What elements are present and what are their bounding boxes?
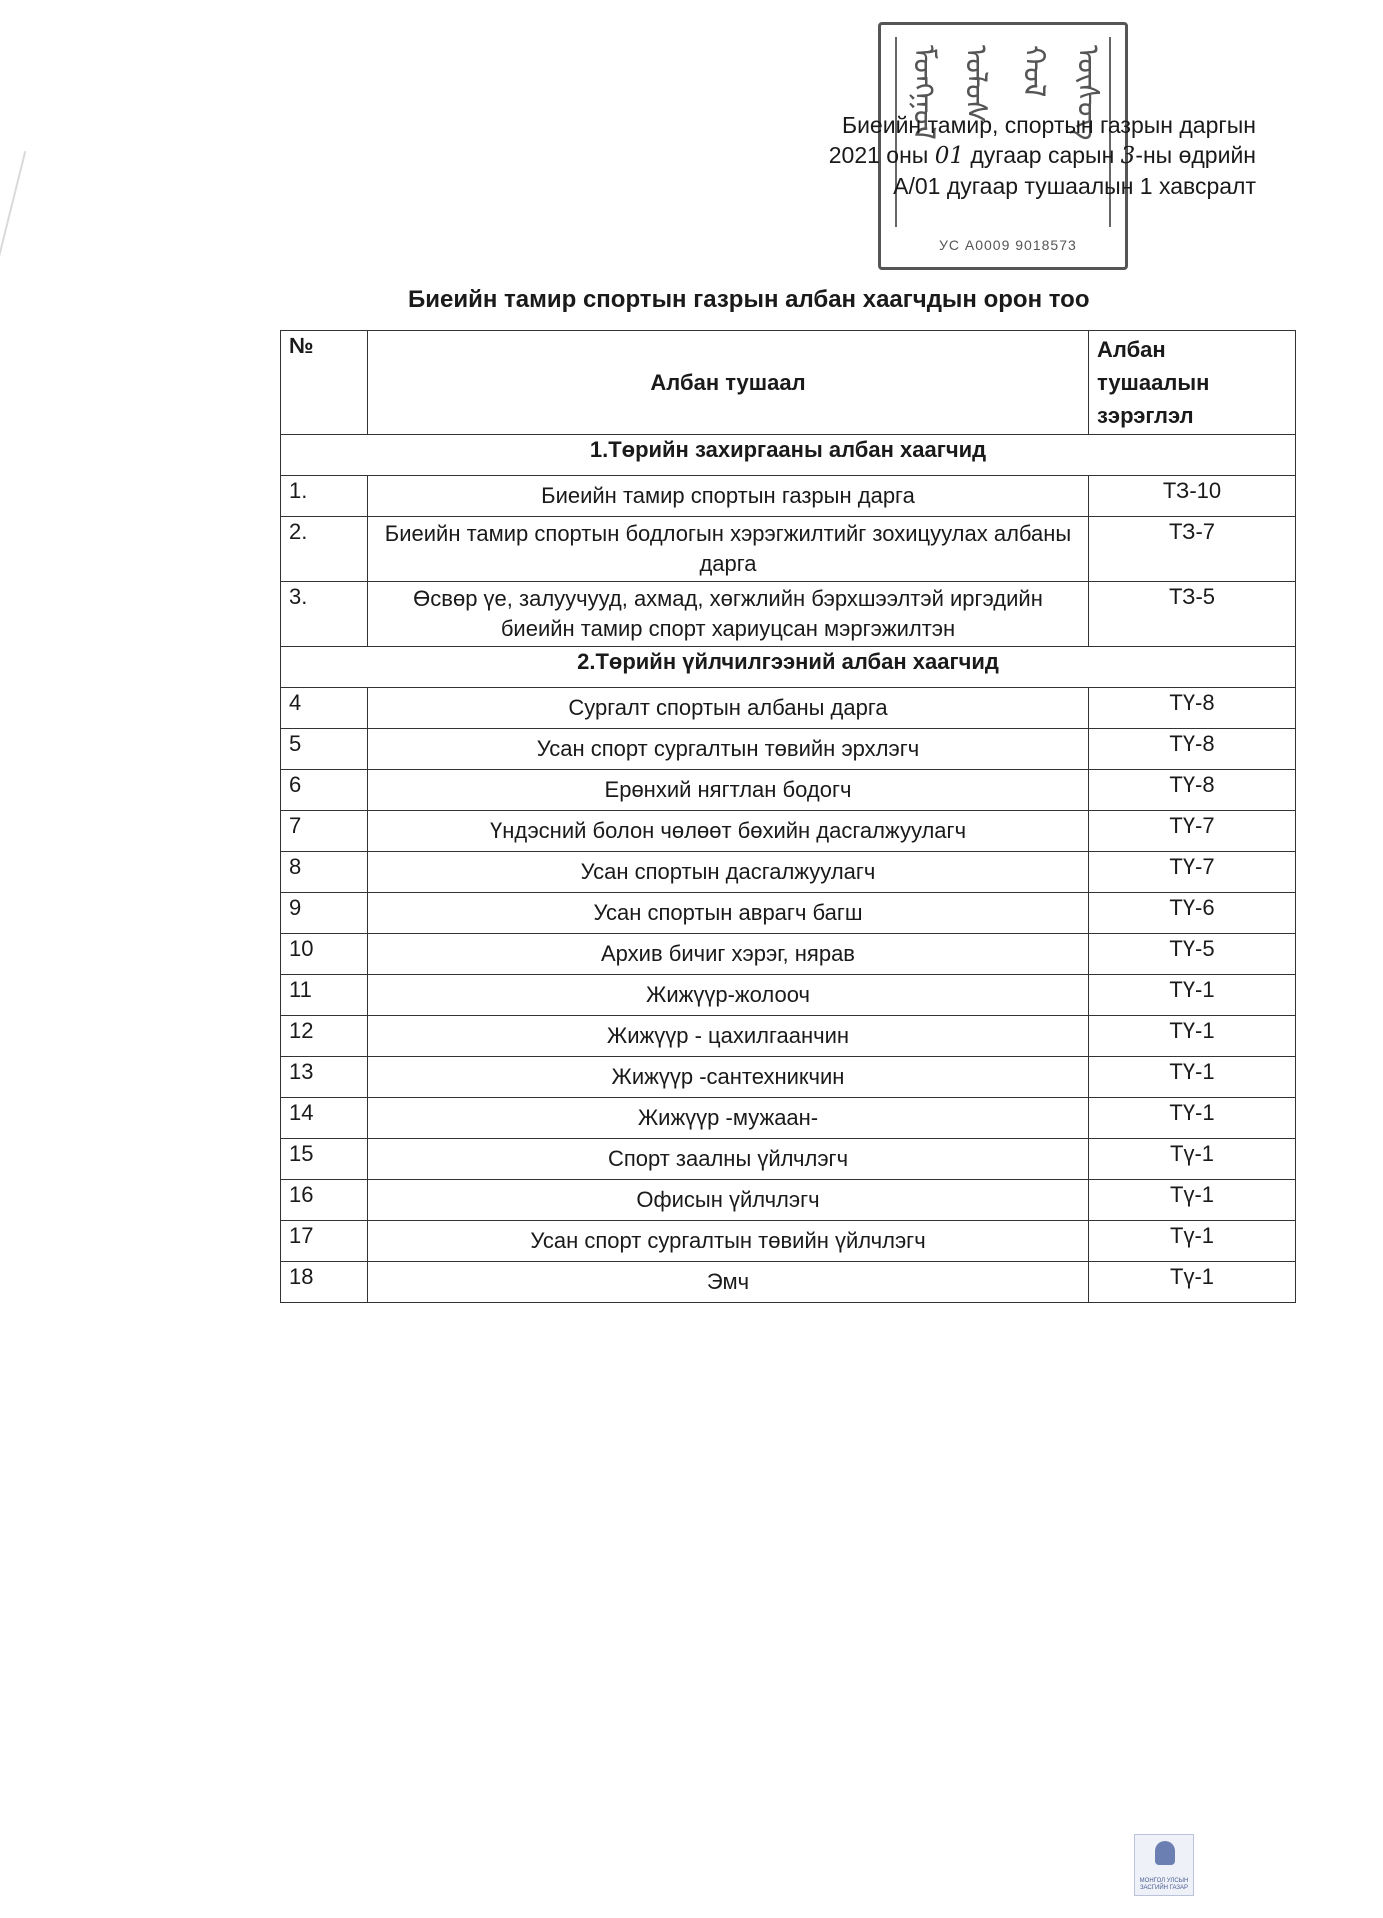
row-position: Жижүүр -мужаан- [368, 1098, 1089, 1139]
row-number: 15 [281, 1139, 368, 1180]
logo-caption-line-1: МОНГОЛ УЛСЫН [1139, 1878, 1189, 1884]
appendix-line-1: Биеийн тамир, спортын газрын даргын [841, 112, 1256, 138]
row-position: Усан спорт сургалтын төвийн эрхлэгч [368, 729, 1089, 770]
row-number: 9 [281, 893, 368, 934]
handwritten-day: 01 [934, 143, 964, 169]
row-number: 12 [281, 1016, 368, 1057]
header-grade-line-2: тушаалын [1097, 370, 1210, 395]
row-position: Сургалт спортын албаны дарга [368, 688, 1089, 729]
row-position: Офисын үйлчлэгч [368, 1180, 1089, 1221]
header-position: Албан тушаал [368, 331, 1089, 435]
row-grade: ТҮ-8 [1089, 770, 1296, 811]
row-position: Усан спорт сургалтын төвийн үйлчлэгч [368, 1221, 1089, 1262]
row-grade: ТҮ-7 [1089, 852, 1296, 893]
section-civil-service [281, 647, 1296, 688]
row-position: Эмч [368, 1262, 1089, 1303]
section-civil-administration [281, 435, 1296, 476]
header-grade [1089, 331, 1296, 435]
logo-caption [1135, 1878, 1193, 1892]
row-position: Жижүүр - цахилгаанчин [368, 1016, 1089, 1057]
table-row [281, 688, 1296, 729]
logo-caption-line-2: ЗАСГИЙН ГАЗАР [1139, 1885, 1189, 1891]
table-row [281, 1262, 1296, 1303]
row-grade: ТҮ-1 [1089, 1057, 1296, 1098]
row-number: 4 [281, 688, 368, 729]
row-grade: ТҮ-1 [1089, 1098, 1296, 1139]
row-number: 3. [281, 582, 368, 647]
row-position: Биеийн тамир спортын газрын дарга [368, 476, 1089, 517]
table-row [281, 852, 1296, 893]
row-number: 13 [281, 1057, 368, 1098]
row-position: Жижүүр-жолооч [368, 975, 1089, 1016]
table-row [281, 811, 1296, 852]
soyombo-emblem-icon [1155, 1841, 1175, 1865]
stamp-script-column-3: ᠬᠤᠯ [1016, 45, 1051, 98]
appendix-month-label: дугаар сарын [964, 142, 1121, 168]
stamp-script-column-4: ᠦᠰᠦᠭ [1070, 45, 1105, 141]
row-grade: ТҮ-7 [1089, 811, 1296, 852]
row-number: 17 [281, 1221, 368, 1262]
row-grade: ТЗ-10 [1089, 476, 1296, 517]
row-number: 1. [281, 476, 368, 517]
section-civil-administration-label: 1.Төрийн захиргааны албан хаагчид [281, 435, 1296, 476]
table-row [281, 582, 1296, 647]
row-number: 16 [281, 1180, 368, 1221]
table-row [281, 1057, 1296, 1098]
row-grade: Тү-1 [1089, 1139, 1296, 1180]
row-position: Усан спортын аврагч багш [368, 893, 1089, 934]
section-civil-service-label: 2.Төрийн үйлчилгээний албан хаагчид [281, 647, 1296, 688]
row-grade: ТЗ-5 [1089, 582, 1296, 647]
table-row [281, 1016, 1296, 1057]
row-number: 7 [281, 811, 368, 852]
table-row [281, 1098, 1296, 1139]
header-grade-line-3: зэрэглэл [1097, 403, 1194, 428]
handwritten-month: 3 [1120, 143, 1136, 169]
table-row [281, 517, 1296, 582]
stamp-serial: УС А0009 9018573 [939, 237, 1077, 253]
appendix-reference [829, 110, 1256, 201]
row-grade: ТҮ-1 [1089, 975, 1296, 1016]
row-grade: ТЗ-7 [1089, 517, 1296, 582]
table-row [281, 729, 1296, 770]
row-grade: Тү-1 [1089, 1221, 1296, 1262]
staff-table [280, 330, 1296, 1303]
row-number: 2. [281, 517, 368, 582]
appendix-year: 2021 оны [828, 142, 935, 168]
scan-edge-mark [0, 151, 34, 299]
government-logo [1134, 1834, 1194, 1896]
row-position: Үндэсний болон чөлөөт бөхийн дасгалжуулагч [368, 811, 1089, 852]
row-position: Усан спортын дасгалжуулагч [368, 852, 1089, 893]
row-number: 18 [281, 1262, 368, 1303]
row-number: 6 [281, 770, 368, 811]
stamp-script-column-1: ᠮᠣᠩᠭᠣᠯ [906, 45, 941, 140]
row-position: Спорт заалны үйлчлэгч [368, 1139, 1089, 1180]
row-grade: ТҮ-8 [1089, 729, 1296, 770]
row-number: 14 [281, 1098, 368, 1139]
row-number: 8 [281, 852, 368, 893]
table-row [281, 934, 1296, 975]
row-grade: ТҮ-5 [1089, 934, 1296, 975]
table-row [281, 1139, 1296, 1180]
stamp-script-column-2: ᠤᠯᠤᠰ [958, 45, 993, 124]
table-row [281, 1221, 1296, 1262]
header-grade-line-1: Албан [1097, 337, 1166, 362]
staff-table-body [281, 435, 1296, 1303]
row-number: 10 [281, 934, 368, 975]
table-row [281, 893, 1296, 934]
row-position: Жижүүр -сантехникчин [368, 1057, 1089, 1098]
row-grade: Тү-1 [1089, 1180, 1296, 1221]
table-row [281, 975, 1296, 1016]
document-title: Биеийн тамир спортын газрын албан хаагчдын орон тоо [408, 286, 1090, 313]
row-grade: ТҮ-1 [1089, 1016, 1296, 1057]
row-position: Архив бичиг хэрэг, нярав [368, 934, 1089, 975]
row-position: Биеийн тамир спортын бодлогын хэрэгжилтийг зохицуулах албаны дарга [368, 517, 1089, 582]
row-grade: Тү-1 [1089, 1262, 1296, 1303]
table-row [281, 1180, 1296, 1221]
row-position: Ерөнхий нягтлан бодогч [368, 770, 1089, 811]
row-grade: ТҮ-6 [1089, 893, 1296, 934]
table-row [281, 476, 1296, 517]
table-header-row [281, 331, 1296, 435]
appendix-line-2 [829, 140, 1256, 171]
row-number: 5 [281, 729, 368, 770]
row-number: 11 [281, 975, 368, 1016]
appendix-date-suffix: -ны өдрийн [1135, 142, 1256, 168]
appendix-line-3: А/01 дугаар тушаалын 1 хавсралт [893, 173, 1256, 199]
row-position: Өсвөр үе, залуучууд, ахмад, хөгжлийн бэрхшээлтэй иргэдийн биеийн тамир спорт хариуцсан мэргэжилтэн [368, 582, 1089, 647]
header-number: № [281, 331, 368, 435]
table-row [281, 770, 1296, 811]
row-grade: ТҮ-8 [1089, 688, 1296, 729]
